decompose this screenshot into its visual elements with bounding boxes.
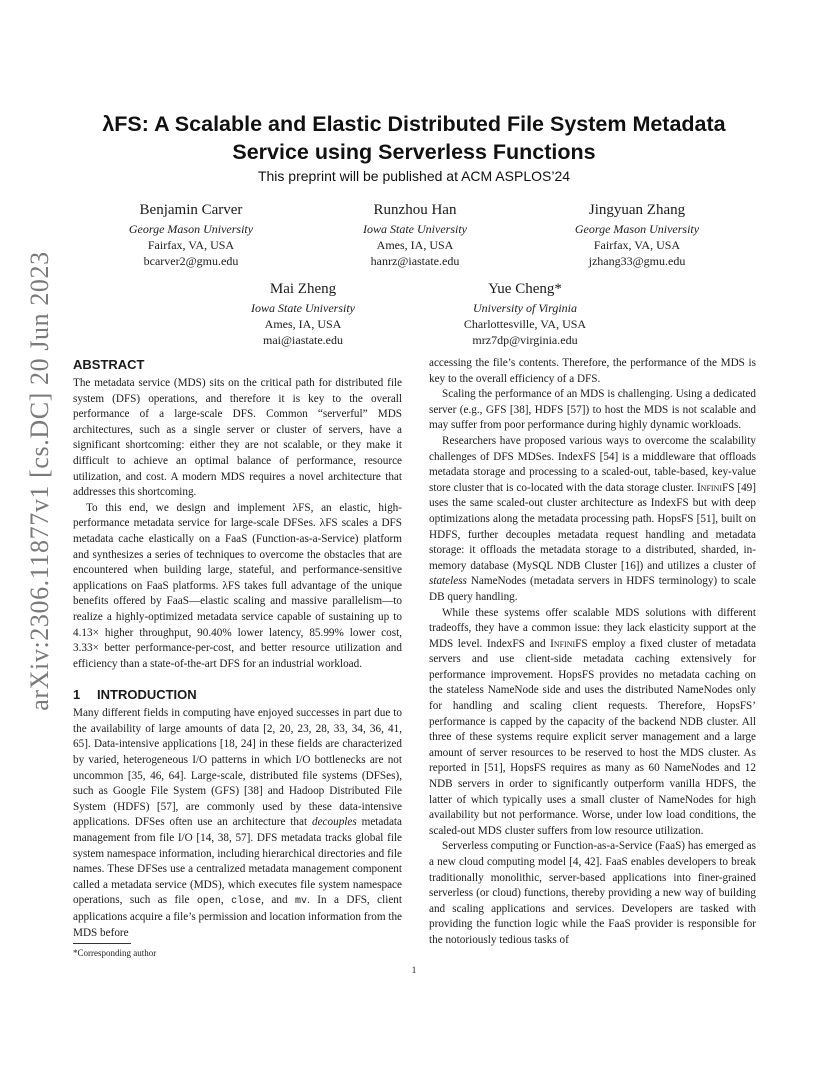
body-paragraph — [429, 434, 756, 606]
author-email: mrz7dp@virginia.edu — [472, 333, 578, 347]
system-name-text: InfiniFS — [550, 637, 588, 650]
text-run: . In a DFS, client applications acquire a file’s permission and location information from the MDS before — [73, 894, 403, 939]
page-number: 1 — [411, 966, 417, 976]
body-paragraph: Serverless computing or Function-as-a-Service (FaaS) has emerged as a new cloud computing model [4, 42]. FaaS enables developers to break traditionally monolithic, server-based applications into finer-grained serverless (or cloud) functions, thereby providing a new way of building and scaling applications and services. Developers are tasked with providing the function logic while the FaaS provider is responsible for the notoriously tedious tasks of — [429, 840, 756, 946]
body-paragraph: Scaling the performance of an MDS is challenging. Using a dedicated server (e.g., GFS [38], HDFS [57]) to host the MDS is not scalable and may suffer from poor performance during highly dynamic workloads. — [429, 388, 756, 432]
right-column — [429, 356, 756, 949]
author-email: bcarver2@gmu.edu — [143, 254, 239, 268]
introduction-heading — [73, 686, 402, 704]
text-run: metadata management from file I/O [14, 38, 57]. DFS metadata tracks global file system namespace information, including hierarchical directories and file names. These DFSes use a centralized metadata management component called a metadata service (MDS), which executes file system namespace operations, such as file — [73, 816, 403, 907]
text-run: NameNodes (metadata servers in HDFS terminology) to scale DB query handling. — [429, 575, 756, 603]
author-name: Runzhou Han — [373, 202, 457, 218]
author-block — [527, 200, 747, 269]
author-location: Fairfax, VA, USA — [593, 238, 681, 252]
footnote: *Corresponding author — [73, 948, 157, 958]
text-run: , — [220, 894, 232, 907]
author-block — [415, 279, 635, 348]
author-affiliation: George Mason University — [128, 222, 254, 236]
arxiv-identifier-stamp: arXiv:2306.11877v1 [cs.DC] 20 Jun 2023 — [25, 251, 54, 711]
emphasis-text: decouples — [312, 816, 357, 829]
section-number: 1 — [73, 687, 81, 703]
introduction-paragraph — [73, 706, 402, 941]
abstract-heading: ABSTRACT — [73, 357, 145, 372]
body-paragraph: accessing the file’s contents. Therefore, the performance of the MDS is key to the overall efficiency of a DFS. — [429, 357, 756, 385]
text-run: Many different fields in computing have enjoyed successes in part due to the availability of large amounts of data [2, 20, 23, 28, 33, 34, 36, 41, 65]. Data-intensive applications [18, 24] in these fields are characterized by varied, heterogeneous I/O patterns in which I/O bottlenecks are not uncommon [35, 46, 64]. Large-scale, distributed file systems (DFSes), such as Google File System (GFS) [38] and Hadoop Distributed File System (HDFS) [57], are commonly used by these data-intensive applications. DFSes often use an architecture that — [73, 707, 402, 829]
author-location: Fairfax, VA, USA — [147, 238, 235, 252]
author-block — [193, 279, 413, 348]
author-email: mai@iastate.edu — [262, 333, 344, 347]
author-name: Mai Zheng — [269, 281, 337, 297]
author-block — [81, 200, 301, 269]
left-column — [73, 356, 402, 941]
abstract-paragraph: The metadata service (MDS) sits on the critical path for distributed file system (DFS) operations, and therefore it is key to the overall performance of a large-scale DFS. Common “serverful” MDS architectures, such as a single server or cluster of servers, have a significant shortcoming: either they are not scalable, or they make it difficult to achieve an optimal balance of performance, resource utilization, and cost. A modern MDS requires a novel architecture that addresses this shortcoming. — [73, 377, 402, 499]
body-paragraph — [429, 606, 756, 840]
section-title: INTRODUCTION — [97, 687, 197, 703]
text-run: While these systems offer scalable MDS solutions with different tradeoffs, they have a common issue: they lack elasticity support at the MDS level. IndexFS and — [429, 606, 756, 650]
author-location: Charlottesville, VA, USA — [463, 317, 587, 331]
author-email: jzhang33@gmu.edu — [588, 254, 686, 268]
author-name: Jingyuan Zhang — [588, 202, 686, 218]
text-run: Researchers have proposed various ways to overcome the scalability challenges of DFS MDSes. IndexFS [54] is a middleware that offloads metadata storage and processing to a scaled-out, table-based, key-value store cluster that is co-located with the data storage cluster. — [429, 434, 756, 494]
paper-subtitle: This preprint will be published at ACM ASPLOS’24 — [257, 168, 571, 184]
author-affiliation: University of Virginia — [473, 301, 577, 315]
author-email: hanrz@iastate.edu — [370, 254, 460, 268]
author-location: Ames, IA, USA — [264, 317, 342, 331]
text-run: employ a fixed cluster of metadata servers and use client-side metadata caching extensively for performance improvement. HopsFS provides no metadata caching on the stateless NameNode side and uses the distributed NameNodes only for handling and scaling client requests. Therefore, HopsFS’ performance is capped by the capacity of the backend NDB cluster. All three of these systems require explicit server management and a large amount of server resources to be reserved to host the MDS cluster. As reported in [51], HopsFS requires as many as 60 NameNodes and 12 NDB servers in order to significantly outperform vanilla HDFS, the latter of which typically uses a small cluster of NameNodes for high availability but not performance. Worse, under low load conditions, the scaled-out MDS cluster suffers from low resource utilization. — [429, 637, 756, 837]
abstract-paragraph: To this end, we design and implement λFS, an elastic, high-performance metadata service for large-scale DFSes. λFS scales a DFS metadata cache elastically on a FaaS (Function-as-a-Service) platform and synthesizes a series of techniques to overcome the obstacles that are encountered when building large, stateful, and performance-sensitive applications on FaaS platforms. λFS takes full advantage of the unique benefits offered by FaaS—elastic scaling and massive parallelism—to realize a highly-optimized metadata service capable of sustaining up to 4.13× higher throughput, 90.40% lower latency, 85.99% lower cost, 3.33× better performance-per-cost, and better resource utilization and efficiency than a state-of-the-art DFS for an industrial workload. — [73, 501, 402, 670]
footnote-rule — [73, 943, 131, 944]
author-affiliation: George Mason University — [574, 222, 700, 236]
text-run: , and — [261, 894, 295, 907]
author-name: Yue Cheng* — [488, 281, 562, 297]
author-block — [305, 200, 525, 269]
code-text: open — [196, 896, 221, 908]
system-name-text: InfiniFS — [696, 481, 735, 494]
emphasis-text: stateless — [429, 575, 467, 588]
code-text: mv — [294, 896, 307, 908]
author-affiliation: Iowa State University — [251, 301, 355, 315]
code-text: close — [231, 896, 262, 908]
paper-title: λFS: A Scalable and Elastic Distributed File System Metadata Service using Serverless Functions — [102, 112, 726, 164]
author-name: Benjamin Carver — [139, 202, 243, 218]
author-affiliation: Iowa State University — [363, 222, 467, 236]
text-run: [49] uses the same scaled-out cluster architecture as IndexFS but with deep optimizations along the metadata processing path. HopsFS [51], built on HDFS, further decouples metadata request handling and metadata storage: it offloads the metadata storage to a distributed, sharded, in-memory database (MySQL NDB Cluster [16]) and utilizes a cluster of — [429, 481, 756, 572]
author-location: Ames, IA, USA — [376, 238, 454, 252]
